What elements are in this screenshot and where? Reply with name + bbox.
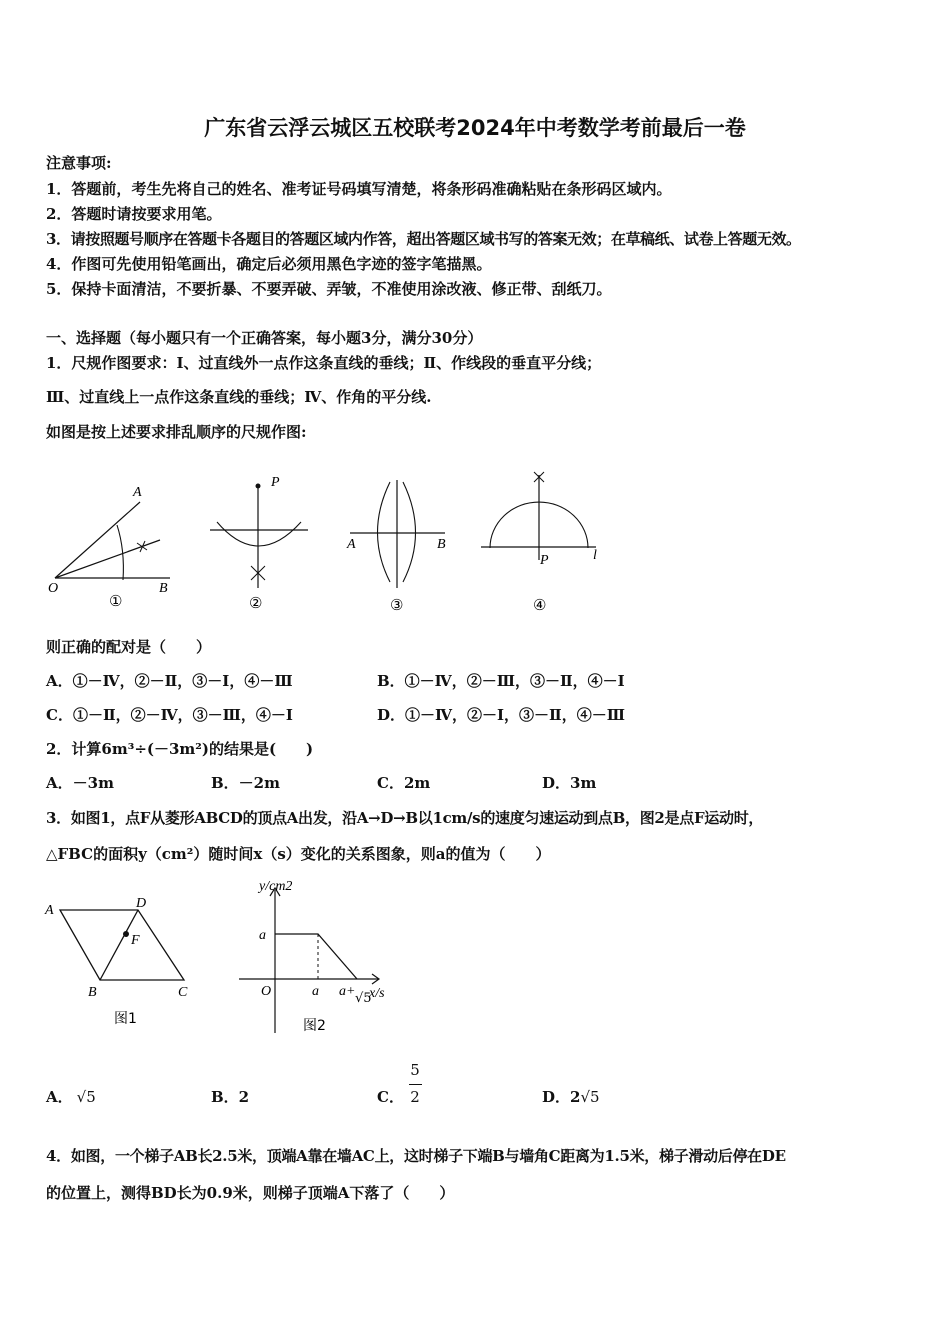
fraction-denominator: 2 — [410, 1088, 420, 1106]
label-a: a — [259, 928, 266, 943]
q2-option-c[interactable]: C．2m — [377, 774, 431, 792]
q1-question: 则正确的配对是（ ） — [46, 638, 212, 656]
option-value: √5 — [580, 1088, 600, 1106]
q1-option-a[interactable]: A．①－Ⅳ，②－Ⅱ，③－Ⅰ，④－Ⅲ — [46, 672, 293, 690]
y-axis-label: y/cm2 — [259, 879, 293, 894]
q2-option-a[interactable]: A．－3m — [46, 774, 114, 792]
q4-line1: 4．如图，一个梯子AB长2.5米，顶端A靠在墙AC上，这时梯子下端B与墙角C距离为1.5米，梯子滑动后停在DE — [46, 1147, 786, 1165]
option-label: D．2 — [542, 1088, 581, 1106]
label-xa-plus: a+ — [339, 984, 356, 999]
q1-figure-2 — [205, 470, 315, 615]
q2-option-b[interactable]: B．－2m — [211, 774, 280, 792]
label-C: C — [178, 985, 188, 1000]
q1-line1: 1．尺规作图要求：Ⅰ、过直线外一点作这条直线的垂线；Ⅱ、作线段的垂直平分线； — [46, 354, 602, 372]
q1-figure-1 — [45, 480, 185, 615]
q2-option-d[interactable]: D．3m — [542, 774, 597, 792]
label-xa: a — [312, 984, 319, 999]
q3-figure-2 — [235, 878, 400, 1043]
option-label: A． — [46, 1088, 73, 1106]
notice-item: 2．答题时请按要求用笔。 — [46, 205, 222, 223]
label-F: F — [131, 933, 140, 948]
fig-number: ① — [109, 592, 123, 610]
fraction-bar — [409, 1084, 422, 1085]
fig-number: ④ — [533, 596, 547, 614]
page-title: 广东省云浮云城区五校联考2024年中考数学考前最后一卷 — [204, 116, 746, 140]
label-O: O — [261, 984, 272, 999]
q3-option-c[interactable] — [377, 1086, 404, 1107]
q1-option-b[interactable]: B．①－Ⅳ，②－Ⅲ，③－Ⅱ，④－Ⅰ — [377, 672, 625, 690]
fig-number: ③ — [390, 596, 404, 614]
notice-item: 5．保持卡面清洁，不要折暴、不要弄破、弄皱，不准使用涂改液、修正带、刮纸刀。 — [46, 280, 612, 298]
x-axis-label: x/s — [369, 986, 385, 1001]
q3-option-a[interactable] — [46, 1086, 96, 1107]
label-A: A — [347, 537, 356, 552]
q3-line2: △FBC的面积y（cm²）随时间x（s）变化的关系图象，则a的值为（ ） — [46, 845, 551, 863]
q3-option-b[interactable]: B．2 — [211, 1088, 250, 1106]
q1-line3: 如图是按上述要求排乱顺序的尺规作图: — [46, 423, 307, 441]
q1-option-c[interactable]: C．①－Ⅱ，②－Ⅳ，③－Ⅲ，④－Ⅰ — [46, 706, 293, 724]
notice-item: 4．作图可先使用铅笔画出，确定后必须用黑色字迹的签字笔描黑。 — [46, 255, 492, 273]
label-A: A — [45, 903, 54, 918]
fig-caption: 图1 — [114, 1011, 137, 1027]
label-sqrt5: √5 — [355, 991, 372, 1006]
fraction-numerator: 5 — [410, 1061, 420, 1079]
q2-stem: 2．计算6m³÷(－3m²)的结果是( ) — [46, 740, 314, 758]
notice-item: 3．请按照题号顺序在答题卡各题目的答题区域内作答，超出答题区域书写的答案无效；在草稿纸、试卷上答题无效。 — [46, 230, 801, 248]
label-P: P — [540, 553, 549, 568]
label-P: P — [271, 475, 280, 490]
label-A: A — [133, 485, 142, 500]
label-O: O — [48, 581, 59, 596]
q1-figure-3 — [345, 470, 455, 615]
q3-figure-1 — [42, 890, 202, 1040]
label-D: D — [136, 896, 147, 911]
notice-item: 1．答题前，考生先将自己的姓名、准考证号码填写清楚，将条形码准确粘贴在条形码区域内。 — [46, 180, 672, 198]
option-value: √5 — [76, 1088, 96, 1106]
q1-figure-4 — [478, 460, 603, 615]
label-l: l — [593, 548, 597, 563]
label-B: B — [437, 537, 446, 552]
q4-line2: 的位置上，测得BD长为0.9米，则梯子顶端A下落了（ ） — [46, 1184, 455, 1202]
section-heading: 一、选择题（每小题只有一个正确答案，每小题3分，满分30分） — [46, 329, 483, 347]
q3-line1: 3．如图1，点F从菱形ABCD的顶点A出发，沿A→D→B以1cm/s的速度匀速运动到点B，图2是点F运动时， — [46, 809, 764, 827]
label-B: B — [88, 985, 97, 1000]
q3-option-d[interactable] — [542, 1086, 600, 1107]
fig-caption: 图2 — [303, 1018, 326, 1034]
q1-line2: Ⅲ、过直线上一点作这条直线的垂线；Ⅳ、作角的平分线. — [46, 388, 432, 406]
q1-option-d[interactable]: D．①－Ⅳ，②－Ⅰ，③－Ⅱ，④－Ⅲ — [377, 706, 625, 724]
label-B: B — [159, 581, 168, 596]
fig-number: ② — [249, 594, 263, 612]
notice-heading: 注意事项: — [46, 154, 112, 172]
option-label: C． — [377, 1088, 404, 1106]
